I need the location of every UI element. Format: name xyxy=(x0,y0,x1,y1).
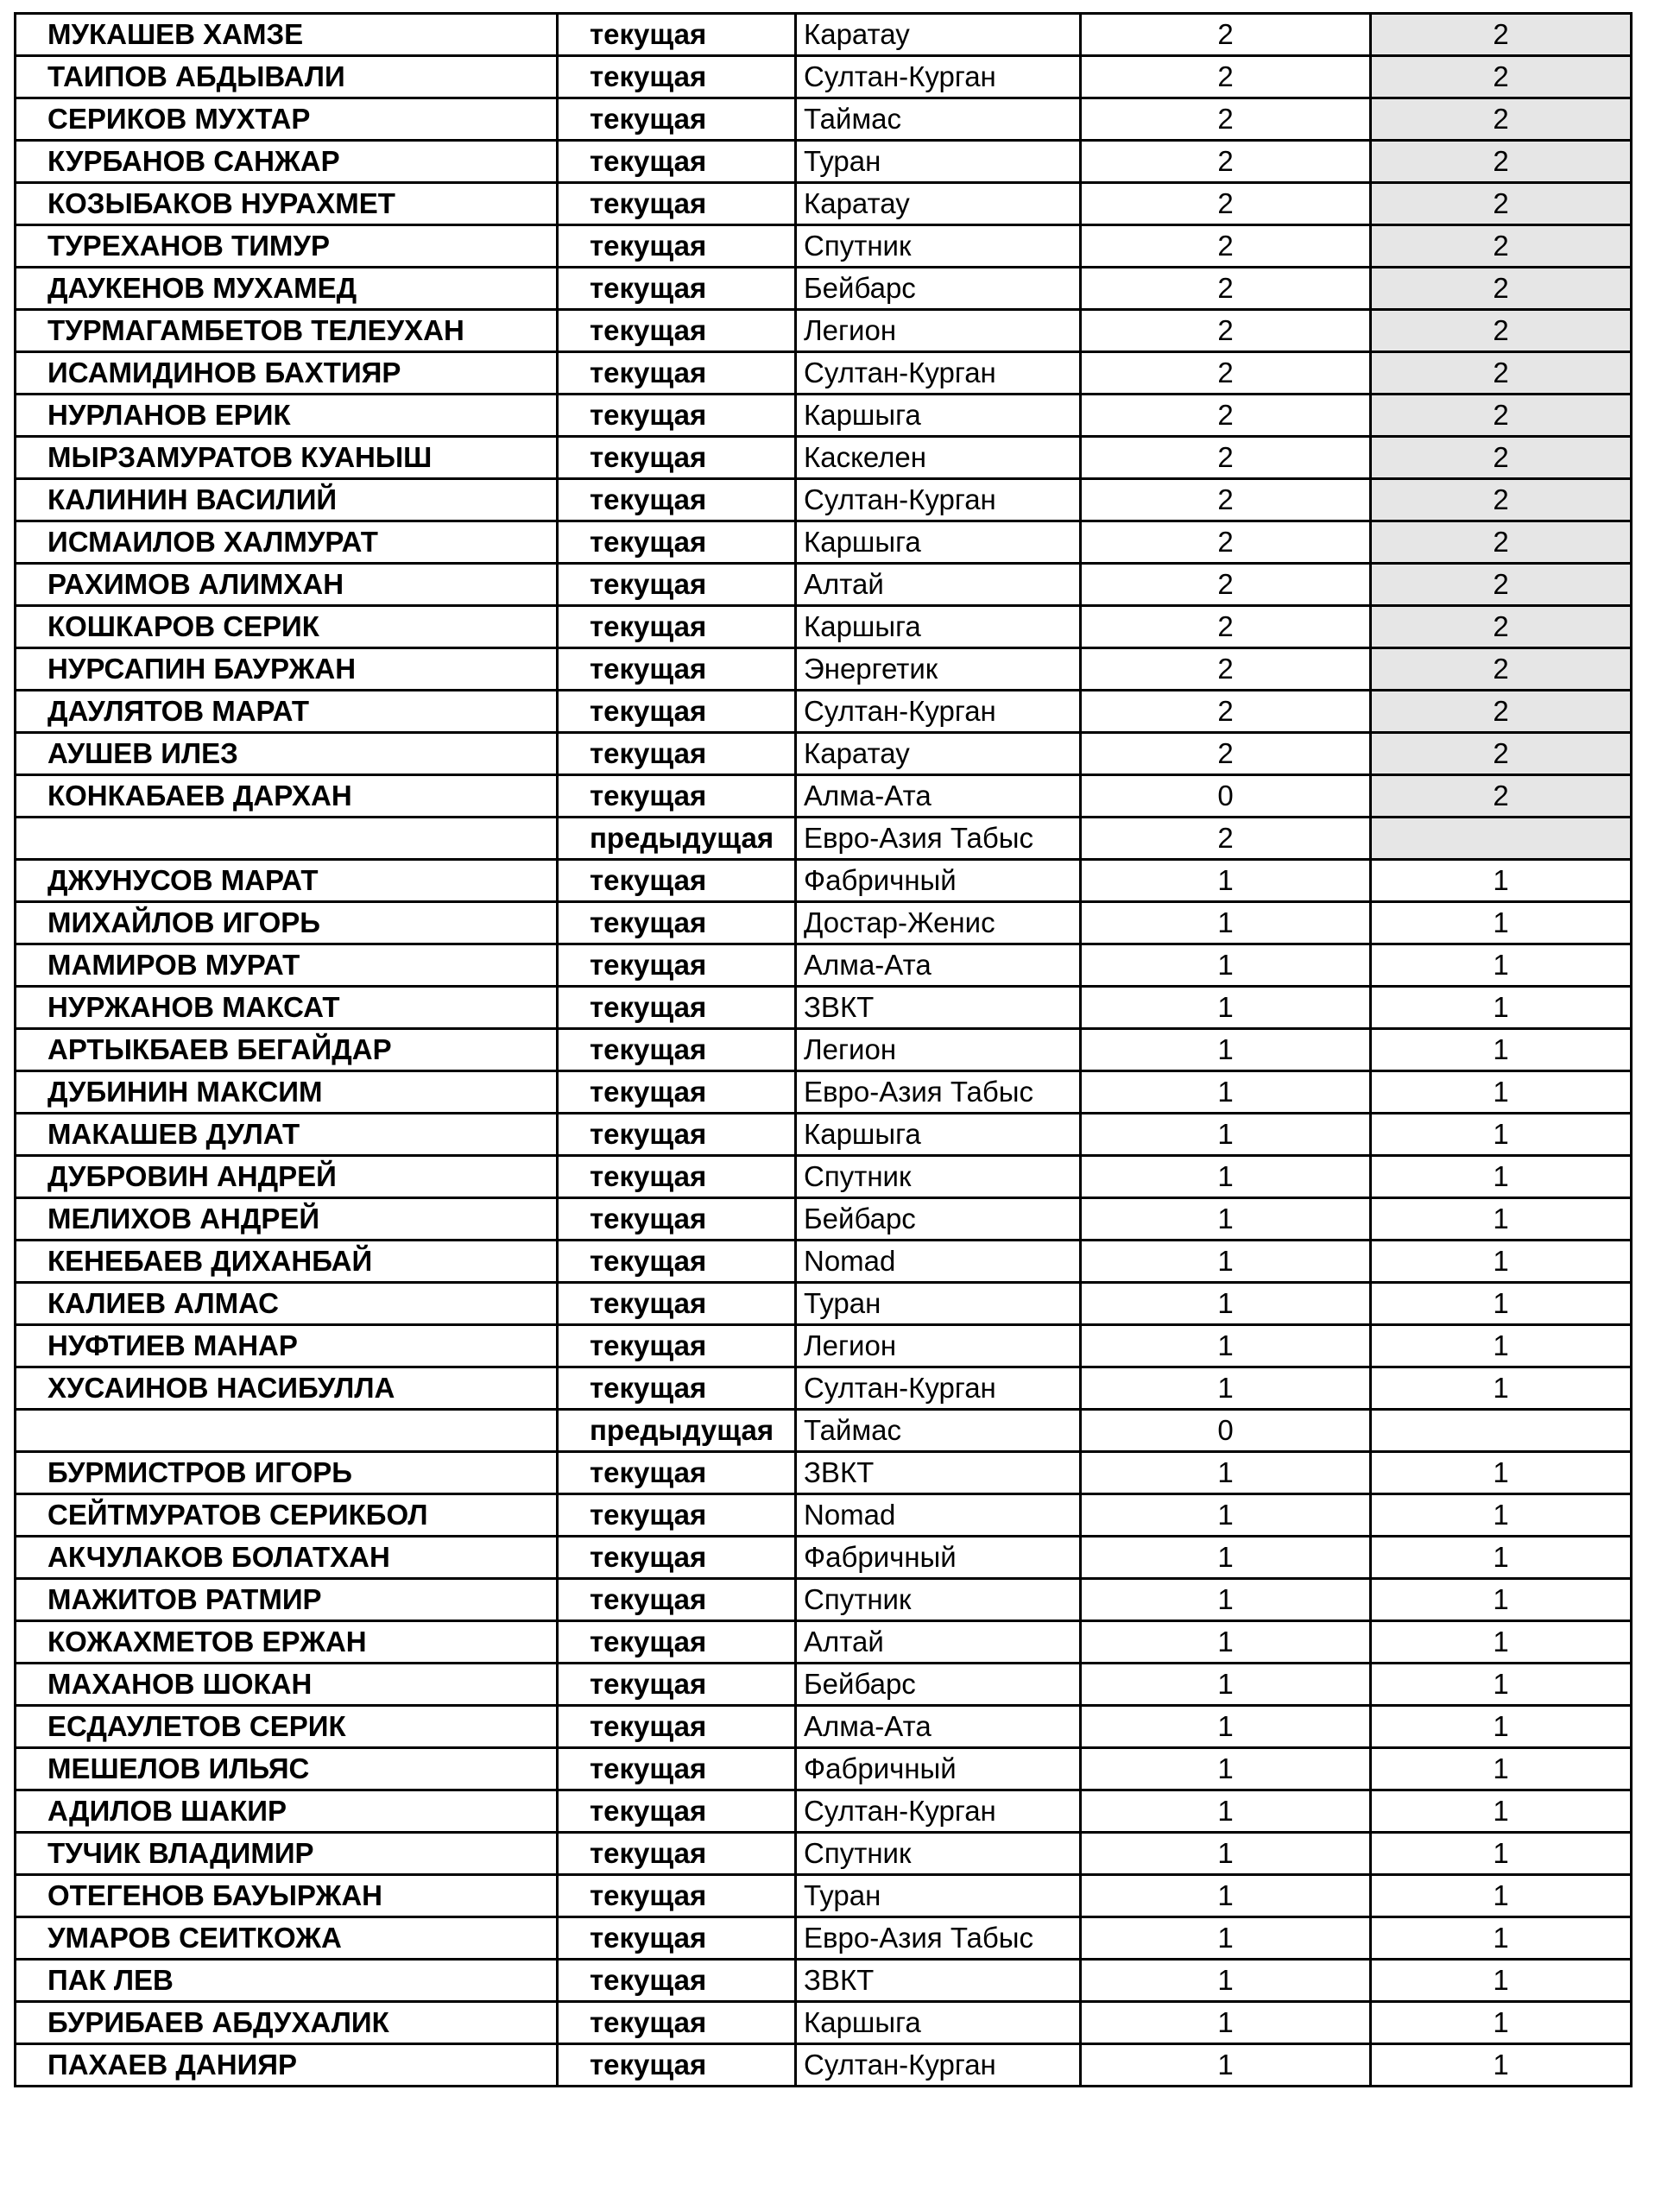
player-name-cell: ДАУКЕНОВ МУХАМЕД xyxy=(16,268,558,310)
player-name-cell: МАМИРОВ МУРАТ xyxy=(16,944,558,987)
table-row xyxy=(16,1579,1632,1621)
club-cell: Султан-Курган xyxy=(796,691,1081,733)
player-name-cell: МЕШЕЛОВ ИЛЬЯС xyxy=(16,1748,558,1790)
club-cell: Легион xyxy=(796,310,1081,352)
club-cell: Nomad xyxy=(796,1494,1081,1537)
points-cell: 1 xyxy=(1081,1790,1371,1833)
player-name-cell: АУШЕВ ИЛЕЗ xyxy=(16,733,558,775)
points-cell: 1 xyxy=(1081,1621,1371,1664)
total-cell: 1 xyxy=(1371,1960,1632,2002)
player-name-cell: СЕЙТМУРАТОВ СЕРИКБОЛ xyxy=(16,1494,558,1537)
season-cell: текущая xyxy=(558,1748,796,1790)
club-cell: Фабричный xyxy=(796,860,1081,902)
total-cell: 2 xyxy=(1371,775,1632,818)
season-cell: текущая xyxy=(558,944,796,987)
club-cell: Каратау xyxy=(796,183,1081,225)
player-name-cell: ХУСАИНОВ НАСИБУЛЛА xyxy=(16,1367,558,1410)
table-row xyxy=(16,1917,1632,1960)
table-row xyxy=(16,1960,1632,2002)
player-name-cell: ДУБИНИН МАКСИМ xyxy=(16,1071,558,1114)
player-name-cell xyxy=(16,818,558,860)
club-cell: Спутник xyxy=(796,1579,1081,1621)
season-cell: текущая xyxy=(558,1917,796,1960)
total-cell: 1 xyxy=(1371,1875,1632,1917)
total-cell: 1 xyxy=(1371,1621,1632,1664)
total-cell: 2 xyxy=(1371,14,1632,56)
club-cell: Легион xyxy=(796,1029,1081,1071)
club-cell: Спутник xyxy=(796,1833,1081,1875)
player-name-cell: НУРЖАНОВ МАКСАТ xyxy=(16,987,558,1029)
player-name-cell: АРТЫКБАЕВ БЕГАЙДАР xyxy=(16,1029,558,1071)
player-name-cell: КОШКАРОВ СЕРИК xyxy=(16,606,558,648)
points-cell: 1 xyxy=(1081,1537,1371,1579)
points-cell: 2 xyxy=(1081,268,1371,310)
total-cell: 1 xyxy=(1371,1748,1632,1790)
table-row xyxy=(16,141,1632,183)
season-cell: текущая xyxy=(558,268,796,310)
table-row xyxy=(16,310,1632,352)
table-body xyxy=(16,14,1632,2087)
total-cell: 1 xyxy=(1371,1114,1632,1156)
player-name-cell: НУФТИЕВ МАНАР xyxy=(16,1325,558,1367)
season-cell: текущая xyxy=(558,733,796,775)
club-cell: Туран xyxy=(796,1875,1081,1917)
player-name-cell: ДУБРОВИН АНДРЕЙ xyxy=(16,1156,558,1198)
total-cell: 1 xyxy=(1371,987,1632,1029)
season-cell: текущая xyxy=(558,14,796,56)
club-cell: Каршыга xyxy=(796,606,1081,648)
table-row xyxy=(16,818,1632,860)
points-cell: 1 xyxy=(1081,1833,1371,1875)
club-cell: Бейбарс xyxy=(796,1198,1081,1241)
club-cell: Таймас xyxy=(796,98,1081,141)
total-cell: 2 xyxy=(1371,564,1632,606)
player-name-cell: МУКАШЕВ ХАМЗЕ xyxy=(16,14,558,56)
club-cell: Евро-Азия Табыс xyxy=(796,1917,1081,1960)
total-cell: 1 xyxy=(1371,1579,1632,1621)
season-cell: текущая xyxy=(558,437,796,479)
season-cell: текущая xyxy=(558,1579,796,1621)
points-cell: 1 xyxy=(1081,2044,1371,2087)
player-name-cell: МАКАШЕВ ДУЛАТ xyxy=(16,1114,558,1156)
club-cell: Султан-Курган xyxy=(796,352,1081,395)
club-cell: Каршыга xyxy=(796,521,1081,564)
season-cell: текущая xyxy=(558,860,796,902)
points-cell: 2 xyxy=(1081,733,1371,775)
player-name-cell: ЕСДАУЛЕТОВ СЕРИК xyxy=(16,1706,558,1748)
player-name-cell: ДЖУНУСОВ МАРАТ xyxy=(16,860,558,902)
season-cell: текущая xyxy=(558,1664,796,1706)
club-cell: Энергетик xyxy=(796,648,1081,691)
club-cell: Алма-Ата xyxy=(796,775,1081,818)
season-cell: текущая xyxy=(558,606,796,648)
points-cell: 1 xyxy=(1081,1241,1371,1283)
table-row xyxy=(16,1452,1632,1494)
total-cell: 2 xyxy=(1371,98,1632,141)
total-cell: 2 xyxy=(1371,437,1632,479)
season-cell: текущая xyxy=(558,1494,796,1537)
points-cell: 2 xyxy=(1081,521,1371,564)
total-cell: 2 xyxy=(1371,479,1632,521)
club-cell: Султан-Курган xyxy=(796,1367,1081,1410)
season-cell: текущая xyxy=(558,2044,796,2087)
points-cell: 1 xyxy=(1081,902,1371,944)
club-cell: Алма-Ата xyxy=(796,944,1081,987)
table-row xyxy=(16,2044,1632,2087)
club-cell: Каратау xyxy=(796,14,1081,56)
table-row xyxy=(16,268,1632,310)
player-name-cell: КОЖАХМЕТОВ ЕРЖАН xyxy=(16,1621,558,1664)
table-row xyxy=(16,479,1632,521)
season-cell: текущая xyxy=(558,225,796,268)
player-name-cell: КОЗЫБАКОВ НУРАХМЕТ xyxy=(16,183,558,225)
season-cell: текущая xyxy=(558,183,796,225)
points-cell: 2 xyxy=(1081,479,1371,521)
table-row xyxy=(16,1664,1632,1706)
table-row xyxy=(16,1283,1632,1325)
table-row xyxy=(16,2002,1632,2044)
club-cell: ЗВКТ xyxy=(796,1452,1081,1494)
points-cell: 2 xyxy=(1081,648,1371,691)
points-cell: 1 xyxy=(1081,1875,1371,1917)
total-cell xyxy=(1371,1410,1632,1452)
points-cell: 1 xyxy=(1081,1748,1371,1790)
season-cell: текущая xyxy=(558,56,796,98)
total-cell: 1 xyxy=(1371,1917,1632,1960)
table-row xyxy=(16,733,1632,775)
club-cell: Каршыга xyxy=(796,1114,1081,1156)
season-cell: текущая xyxy=(558,902,796,944)
points-cell: 2 xyxy=(1081,225,1371,268)
club-cell: Фабричный xyxy=(796,1537,1081,1579)
total-cell: 1 xyxy=(1371,1325,1632,1367)
club-cell: ЗВКТ xyxy=(796,987,1081,1029)
total-cell: 2 xyxy=(1371,141,1632,183)
player-name-cell: КУРБАНОВ САНЖАР xyxy=(16,141,558,183)
total-cell: 2 xyxy=(1371,733,1632,775)
club-cell: Спутник xyxy=(796,1156,1081,1198)
points-cell: 1 xyxy=(1081,1114,1371,1156)
table-row xyxy=(16,1537,1632,1579)
club-cell: ЗВКТ xyxy=(796,1960,1081,2002)
club-cell: Каратау xyxy=(796,733,1081,775)
points-cell: 1 xyxy=(1081,1283,1371,1325)
table-row xyxy=(16,775,1632,818)
table-row xyxy=(16,395,1632,437)
season-cell: текущая xyxy=(558,98,796,141)
club-cell: Алма-Ата xyxy=(796,1706,1081,1748)
season-cell: текущая xyxy=(558,1071,796,1114)
player-name-cell: ТУРЕХАНОВ ТИМУР xyxy=(16,225,558,268)
season-cell: текущая xyxy=(558,1367,796,1410)
points-cell: 1 xyxy=(1081,1156,1371,1198)
points-cell: 1 xyxy=(1081,1367,1371,1410)
season-cell: предыдущая xyxy=(558,1410,796,1452)
total-cell: 1 xyxy=(1371,1241,1632,1283)
points-cell: 2 xyxy=(1081,183,1371,225)
season-cell: текущая xyxy=(558,1283,796,1325)
total-cell: 1 xyxy=(1371,1494,1632,1537)
points-cell: 1 xyxy=(1081,1325,1371,1367)
points-cell: 2 xyxy=(1081,141,1371,183)
table-row xyxy=(16,1833,1632,1875)
season-cell: текущая xyxy=(558,691,796,733)
player-name-cell: КОНКАБАЕВ ДАРХАН xyxy=(16,775,558,818)
table-row xyxy=(16,1114,1632,1156)
total-cell: 1 xyxy=(1371,1198,1632,1241)
season-cell: текущая xyxy=(558,1156,796,1198)
player-name-cell: КАЛИНИН ВАСИЛИЙ xyxy=(16,479,558,521)
season-cell: текущая xyxy=(558,141,796,183)
table-row xyxy=(16,1706,1632,1748)
season-cell: текущая xyxy=(558,1790,796,1833)
table-row xyxy=(16,1198,1632,1241)
player-name-cell: НУРСАПИН БАУРЖАН xyxy=(16,648,558,691)
club-cell: Султан-Курган xyxy=(796,56,1081,98)
table-row xyxy=(16,1071,1632,1114)
player-name-cell: СЕРИКОВ МУХТАР xyxy=(16,98,558,141)
club-cell: Евро-Азия Табыс xyxy=(796,818,1081,860)
table-row xyxy=(16,691,1632,733)
club-cell: Султан-Курган xyxy=(796,2044,1081,2087)
total-cell: 1 xyxy=(1371,1790,1632,1833)
table-row xyxy=(16,1029,1632,1071)
points-cell: 1 xyxy=(1081,1071,1371,1114)
club-cell: Спутник xyxy=(796,225,1081,268)
total-cell: 2 xyxy=(1371,606,1632,648)
points-cell: 2 xyxy=(1081,14,1371,56)
total-cell: 1 xyxy=(1371,1452,1632,1494)
total-cell: 1 xyxy=(1371,1537,1632,1579)
total-cell xyxy=(1371,818,1632,860)
table-row xyxy=(16,1241,1632,1283)
points-cell: 1 xyxy=(1081,1706,1371,1748)
table-row xyxy=(16,944,1632,987)
points-cell: 2 xyxy=(1081,56,1371,98)
total-cell: 1 xyxy=(1371,1283,1632,1325)
total-cell: 1 xyxy=(1371,1833,1632,1875)
season-cell: текущая xyxy=(558,2002,796,2044)
club-cell: Бейбарс xyxy=(796,268,1081,310)
club-cell: Туран xyxy=(796,1283,1081,1325)
season-cell: текущая xyxy=(558,1621,796,1664)
total-cell: 1 xyxy=(1371,944,1632,987)
points-cell: 1 xyxy=(1081,1664,1371,1706)
player-name-cell: ИСАМИДИНОВ БАХТИЯР xyxy=(16,352,558,395)
points-cell: 1 xyxy=(1081,860,1371,902)
table-row xyxy=(16,352,1632,395)
club-cell: Nomad xyxy=(796,1241,1081,1283)
club-cell: Каршыга xyxy=(796,395,1081,437)
player-name-cell: БУРИБАЕВ АБДУХАЛИК xyxy=(16,2002,558,2044)
points-cell: 1 xyxy=(1081,987,1371,1029)
points-cell: 1 xyxy=(1081,1452,1371,1494)
table-row xyxy=(16,1325,1632,1367)
player-name-cell: АДИЛОВ ШАКИР xyxy=(16,1790,558,1833)
table-row xyxy=(16,606,1632,648)
player-name-cell: КАЛИЕВ АЛМАС xyxy=(16,1283,558,1325)
points-cell: 1 xyxy=(1081,1494,1371,1537)
player-name-cell: ТАИПОВ АБДЫВАЛИ xyxy=(16,56,558,98)
player-name-cell: ПАХАЕВ ДАНИЯР xyxy=(16,2044,558,2087)
season-cell: текущая xyxy=(558,1960,796,2002)
total-cell: 1 xyxy=(1371,2002,1632,2044)
season-cell: текущая xyxy=(558,648,796,691)
total-cell: 1 xyxy=(1371,860,1632,902)
season-cell: текущая xyxy=(558,521,796,564)
points-cell: 1 xyxy=(1081,1960,1371,2002)
total-cell: 2 xyxy=(1371,395,1632,437)
table-row xyxy=(16,521,1632,564)
points-cell: 2 xyxy=(1081,691,1371,733)
player-name-cell: ИСМАИЛОВ ХАЛМУРАТ xyxy=(16,521,558,564)
total-cell: 2 xyxy=(1371,648,1632,691)
season-cell: текущая xyxy=(558,564,796,606)
points-cell: 2 xyxy=(1081,352,1371,395)
points-cell: 2 xyxy=(1081,310,1371,352)
player-name-cell: БУРМИСТРОВ ИГОРЬ xyxy=(16,1452,558,1494)
total-cell: 1 xyxy=(1371,1367,1632,1410)
points-cell: 1 xyxy=(1081,1917,1371,1960)
table-row xyxy=(16,1790,1632,1833)
season-cell: текущая xyxy=(558,479,796,521)
table-row xyxy=(16,1621,1632,1664)
points-cell: 1 xyxy=(1081,1579,1371,1621)
table-row xyxy=(16,564,1632,606)
total-cell: 1 xyxy=(1371,1156,1632,1198)
player-name-cell: ДАУЛЯТОВ МАРАТ xyxy=(16,691,558,733)
table-row xyxy=(16,1494,1632,1537)
player-name-cell: МАЖИТОВ РАТМИР xyxy=(16,1579,558,1621)
total-cell: 2 xyxy=(1371,521,1632,564)
club-cell: Алтай xyxy=(796,1621,1081,1664)
total-cell: 2 xyxy=(1371,691,1632,733)
table-row xyxy=(16,902,1632,944)
player-name-cell: ОТЕГЕНОВ БАУЫРЖАН xyxy=(16,1875,558,1917)
season-cell: текущая xyxy=(558,1833,796,1875)
total-cell: 1 xyxy=(1371,1664,1632,1706)
club-cell: Туран xyxy=(796,141,1081,183)
season-cell: текущая xyxy=(558,310,796,352)
player-name-cell xyxy=(16,1410,558,1452)
table-row xyxy=(16,648,1632,691)
table-row xyxy=(16,437,1632,479)
season-cell: текущая xyxy=(558,1325,796,1367)
table-row xyxy=(16,1410,1632,1452)
points-cell: 1 xyxy=(1081,2002,1371,2044)
total-cell: 2 xyxy=(1371,225,1632,268)
club-cell: Султан-Курган xyxy=(796,479,1081,521)
total-cell: 2 xyxy=(1371,352,1632,395)
points-cell: 1 xyxy=(1081,944,1371,987)
club-cell: Легион xyxy=(796,1325,1081,1367)
club-cell: Алтай xyxy=(796,564,1081,606)
club-cell: Каршыга xyxy=(796,2002,1081,2044)
season-cell: текущая xyxy=(558,775,796,818)
club-cell: Фабричный xyxy=(796,1748,1081,1790)
season-cell: предыдущая xyxy=(558,818,796,860)
table-row xyxy=(16,987,1632,1029)
player-name-cell: МЫРЗАМУРАТОВ КУАНЫШ xyxy=(16,437,558,479)
table-row xyxy=(16,98,1632,141)
points-cell: 0 xyxy=(1081,775,1371,818)
points-cell: 0 xyxy=(1081,1410,1371,1452)
points-cell: 2 xyxy=(1081,98,1371,141)
season-cell: текущая xyxy=(558,1114,796,1156)
table-row xyxy=(16,860,1632,902)
points-cell: 2 xyxy=(1081,564,1371,606)
total-cell: 1 xyxy=(1371,1029,1632,1071)
total-cell: 1 xyxy=(1371,2044,1632,2087)
table-row xyxy=(16,225,1632,268)
table-row xyxy=(16,14,1632,56)
season-cell: текущая xyxy=(558,1029,796,1071)
points-cell: 2 xyxy=(1081,606,1371,648)
season-cell: текущая xyxy=(558,1537,796,1579)
total-cell: 2 xyxy=(1371,56,1632,98)
player-name-cell: КЕНЕБАЕВ ДИХАНБАЙ xyxy=(16,1241,558,1283)
season-cell: текущая xyxy=(558,1198,796,1241)
player-name-cell: МАХАНОВ ШОКАН xyxy=(16,1664,558,1706)
table-row xyxy=(16,1748,1632,1790)
total-cell: 2 xyxy=(1371,310,1632,352)
table-row xyxy=(16,1875,1632,1917)
player-name-cell: УМАРОВ СЕИТКОЖА xyxy=(16,1917,558,1960)
table-row xyxy=(16,1156,1632,1198)
season-cell: текущая xyxy=(558,1452,796,1494)
club-cell: Евро-Азия Табыс xyxy=(796,1071,1081,1114)
player-name-cell: ТУЧИК ВЛАДИМИР xyxy=(16,1833,558,1875)
player-name-cell: ТУРМАГАМБЕТОВ ТЕЛЕУХАН xyxy=(16,310,558,352)
players-table xyxy=(14,12,1633,2087)
club-cell: Бейбарс xyxy=(796,1664,1081,1706)
season-cell: текущая xyxy=(558,1241,796,1283)
table-row xyxy=(16,56,1632,98)
player-name-cell: НУРЛАНОВ ЕРИК xyxy=(16,395,558,437)
points-cell: 2 xyxy=(1081,395,1371,437)
player-name-cell: ПАК ЛЕВ xyxy=(16,1960,558,2002)
table-row xyxy=(16,1367,1632,1410)
points-cell: 2 xyxy=(1081,437,1371,479)
player-name-cell: АКЧУЛАКОВ БОЛАТХАН xyxy=(16,1537,558,1579)
club-cell: Каскелен xyxy=(796,437,1081,479)
points-cell: 1 xyxy=(1081,1198,1371,1241)
season-cell: текущая xyxy=(558,352,796,395)
total-cell: 1 xyxy=(1371,1706,1632,1748)
total-cell: 2 xyxy=(1371,183,1632,225)
season-cell: текущая xyxy=(558,1706,796,1748)
season-cell: текущая xyxy=(558,1875,796,1917)
player-name-cell: МЕЛИХОВ АНДРЕЙ xyxy=(16,1198,558,1241)
points-cell: 2 xyxy=(1081,818,1371,860)
total-cell: 2 xyxy=(1371,268,1632,310)
club-cell: Султан-Курган xyxy=(796,1790,1081,1833)
player-name-cell: МИХАЙЛОВ ИГОРЬ xyxy=(16,902,558,944)
player-name-cell: РАХИМОВ АЛИМХАН xyxy=(16,564,558,606)
club-cell: Достар-Женис xyxy=(796,902,1081,944)
total-cell: 1 xyxy=(1371,902,1632,944)
points-cell: 1 xyxy=(1081,1029,1371,1071)
club-cell: Таймас xyxy=(796,1410,1081,1452)
season-cell: текущая xyxy=(558,395,796,437)
season-cell: текущая xyxy=(558,987,796,1029)
total-cell: 1 xyxy=(1371,1071,1632,1114)
table-row xyxy=(16,183,1632,225)
